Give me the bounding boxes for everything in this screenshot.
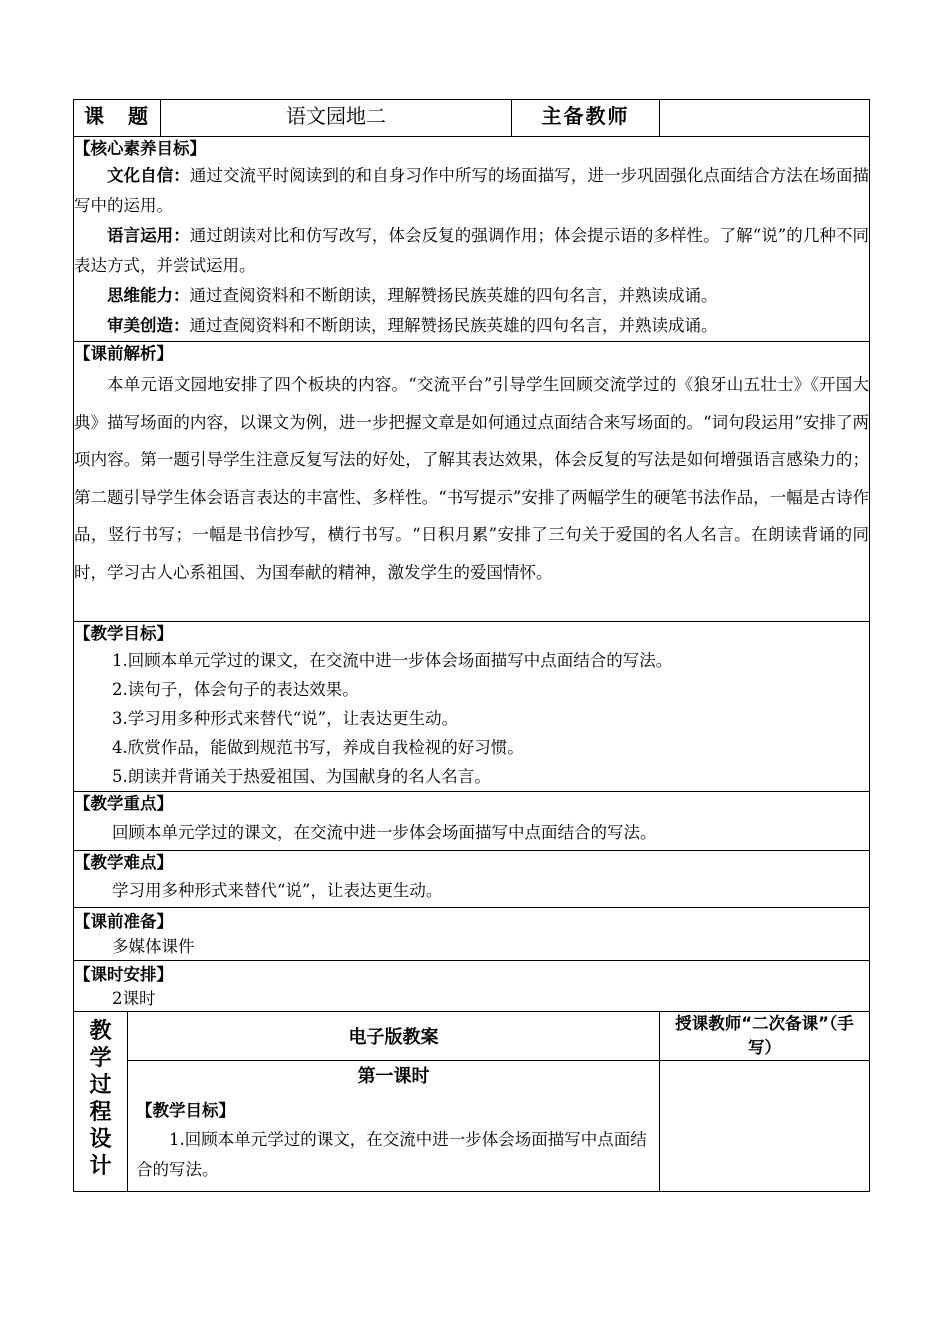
difficulties-text: 学习用多种形式来替代“说”，让表达更生动。 xyxy=(112,881,443,900)
core-goals-title: 【核心素养目标】 xyxy=(74,139,206,158)
analysis-row xyxy=(74,342,870,622)
topic-value: 语文园地二 xyxy=(161,100,512,137)
lesson-plan-page xyxy=(73,99,869,1192)
schedule-row xyxy=(74,961,870,1012)
core-goal-item: 语言运用：通过朗读对比和仿写改写，体会反复的强调作用；体会提示语的多样性。了解“说”的几种不同表达方式，并尝试运用。 xyxy=(74,226,870,275)
teaching-goals-title: 【教学目标】 xyxy=(74,624,173,643)
schedule-title: 【课时安排】 xyxy=(74,965,173,984)
lesson-goal-title: 【教学目标】 xyxy=(136,1101,235,1120)
header-row xyxy=(74,100,870,137)
key-points-row xyxy=(74,792,870,851)
teaching-goals-row xyxy=(74,622,870,792)
process-side-head: 授课教师“二次备课”（手写） xyxy=(660,1012,870,1061)
preparation-title: 【课前准备】 xyxy=(74,912,173,931)
process-content xyxy=(128,1061,660,1192)
analysis-text: 本单元语文园地安排了四个板块的内容。“交流平台”引导学生回顾交流学过的《狼牙山五壮士》《开国大典》描写场面的内容，以课文为例，进一步把握文章是如何通过点面结合来写场面的。“词句段运用”安排了两项内容。第一题引导学生注意反复写法的好处，了解其表达效果，体会反复的写法是如何增强语言感染力的；第二题引导学生体会语言表达的丰富性、多样性。“书写提示”安排了两幅学生的硬笔书法作品，一幅是古诗作品，竖行书写；一幅是书信抄写，横行书写。“日积月累”安排了三句关于爱国的名人名言。在朗读背诵的同时，学习古人心系祖国、为国奉献的精神，激发学生的爱国情怀。 xyxy=(74,375,869,582)
process-main-head: 电子版教案 xyxy=(128,1012,660,1061)
core-goals-row xyxy=(74,137,870,342)
lesson-goal-text: 1.回顾本单元学过的课文，在交流中进一步体会场面描写中点面结合的写法。 xyxy=(136,1130,647,1179)
key-points-text: 回顾本单元学过的课文，在交流中进一步体会场面描写中点面结合的写法。 xyxy=(112,823,657,842)
process-header-row xyxy=(74,1012,870,1061)
teaching-goal-item: 3.学习用多种形式来替代“说”，让表达更生动。 xyxy=(112,709,459,728)
analysis-title: 【课前解析】 xyxy=(74,344,173,363)
teacher-value xyxy=(660,100,870,137)
teaching-goal-item: 1.回顾本单元学过的课文，在交流中进一步体会场面描写中点面结合的写法。 xyxy=(112,651,673,670)
process-body-row xyxy=(74,1061,870,1192)
topic-label: 课 题 xyxy=(74,100,161,137)
lesson-title: 第一课时 xyxy=(357,1066,430,1087)
teaching-goal-item: 2.读句子，体会句子的表达效果。 xyxy=(112,680,359,699)
key-points-title: 【教学重点】 xyxy=(74,794,173,813)
difficulties-row xyxy=(74,851,870,908)
teacher-label: 主备教师 xyxy=(512,100,660,137)
teaching-goal-item: 4.欣赏作品，能做到规范书写，养成自我检视的好习惯。 xyxy=(112,738,524,757)
lesson-plan-table xyxy=(73,99,870,1192)
teaching-goal-item: 5.朗读并背诵关于热爱祖国、为国献身的名人名言。 xyxy=(112,767,491,786)
preparation-row xyxy=(74,908,870,961)
process-side-label: 教学过程设计 xyxy=(74,1012,128,1192)
difficulties-title: 【教学难点】 xyxy=(74,853,173,872)
core-goal-item: 文化自信：通过交流平时阅读到的和自身习作中所写的场面描写，进一步巩固强化点面结合方法在场面描写中的运用。 xyxy=(74,166,870,215)
core-goal-item: 思维能力：通过查阅资料和不断朗读，理解赞扬民族英雄的四句名言，并熟读成诵。 xyxy=(107,286,718,305)
handwritten-notes-area[interactable] xyxy=(660,1061,870,1192)
core-goal-item: 审美创造：通过查阅资料和不断朗读，理解赞扬民族英雄的四句名言，并熟读成诵。 xyxy=(107,316,718,335)
preparation-text: 多媒体课件 xyxy=(112,937,195,956)
schedule-text: 2课时 xyxy=(112,989,156,1008)
